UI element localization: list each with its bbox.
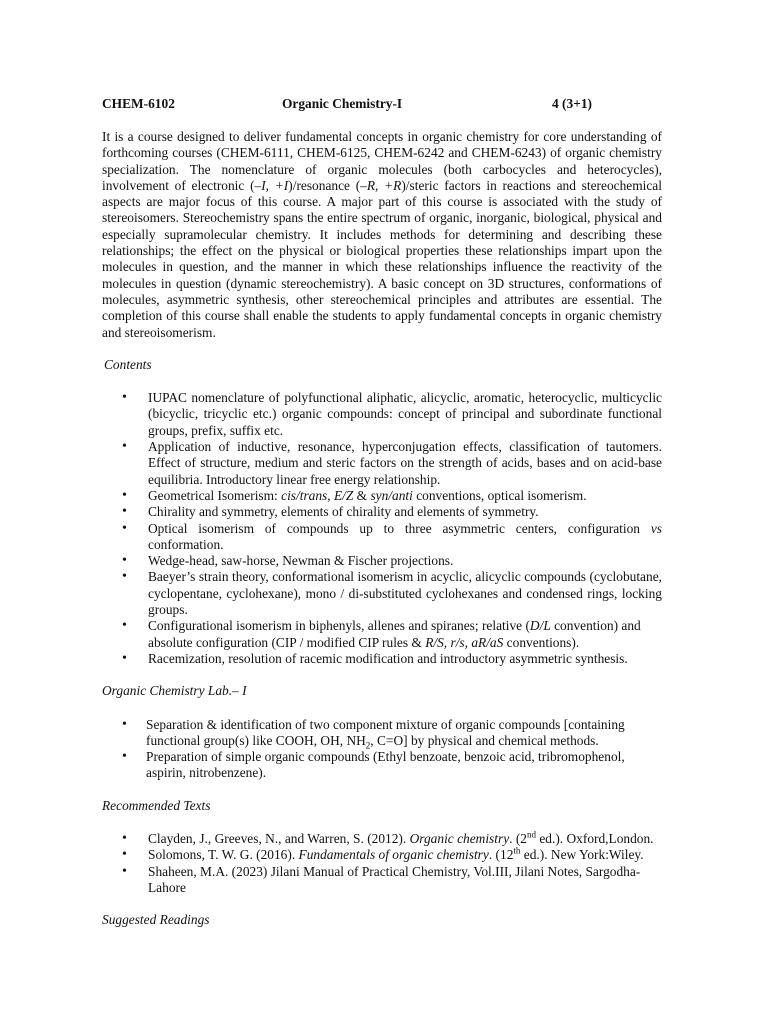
contents-item: [102, 569, 662, 618]
contents-item-italic: cis/trans: [281, 487, 328, 503]
lab-heading: Organic Chemistry Lab.– I: [102, 683, 247, 699]
contents-item-text: conventions, optical isomerism.: [412, 487, 587, 503]
contents-item-text: Optical isomerism of compounds up to three asymmetric centers, configuration: [148, 520, 651, 536]
description-italic-1: –I, +I: [254, 177, 289, 193]
contents-list: [102, 390, 662, 667]
lab-item: [102, 717, 662, 750]
description-text-1: It is a course designed to deliver fundamental concepts in organic chemistry for core understanding of forthcoming courses (CHEM-6111, CHEM-6125, CHEM-6242 and CHEM-6243) of organic chemistry specialization. The nomenclature of organic molecules (both carbocycles and heterocycles), involvement of electronic (: [102, 129, 662, 193]
contents-item-text: Racemization, resolution of racemic modification and introductory asymmetric synthesis.: [148, 650, 628, 666]
contents-item-italic: E/Z: [333, 487, 354, 503]
text-item: [102, 847, 662, 863]
text-item-text: ed.). New York:Wiley.: [520, 847, 644, 863]
description-text-2: )/resonance (: [288, 177, 361, 193]
text-item-text: Clayden, J., Greeves, N., and Warren, S. (2012).: [148, 830, 410, 846]
lab-list: [102, 717, 662, 782]
readings-heading: Suggested Readings: [102, 912, 210, 928]
contents-item-text: Chirality and symmetry, elements of chirality and elements of symmetry.: [148, 504, 539, 520]
contents-item-text: Baeyer’s strain theory, conformational isomerism in acyclic, alicyclic compounds (cyclobutane, cyclopentane, cyclohexane), mono / di-substituted cyclohexanes and condensed rings, locking groups.: [148, 569, 662, 618]
contents-item-text: convention) and absolute configuration (CIP / modified CIP rules &: [148, 618, 641, 650]
text-item-superscript: nd: [527, 829, 536, 840]
contents-item-text: Application of inductive, resonance, hyperconjugation effects, classification of tautomers. Effect of structure, medium and steric factors on the strength of acids, bases and on acid-base equilibria. Introductory linear free energy relationship.: [148, 439, 662, 487]
lab-item-text: , C=O] by physical and chemical methods.: [370, 732, 599, 748]
text-item-italic: Fundamentals of organic chemistry: [298, 847, 489, 863]
text-item-text: Solomons, T. W. G. (2016).: [148, 847, 299, 863]
lab-item-text: Preparation of simple organic compounds (Ethyl benzoate, benzoic acid, tribromophenol, aspirin, nitrobenzene).: [146, 749, 625, 781]
contents-item: [102, 651, 662, 667]
contents-item-text: IUPAC nomenclature of polyfunctional aliphatic, alicyclic, aromatic, heterocyclic, multicyclic (bicyclic, tricyclic etc.) organic compounds: concept of principal and subordinate functional groups, prefix, suffix etc.: [148, 390, 662, 438]
contents-item-italic: syn/anti: [370, 487, 413, 503]
text-item: [102, 831, 662, 847]
contents-heading: Contents: [104, 356, 152, 372]
lab-item-subscript: 2: [365, 740, 371, 751]
text-item-italic: Organic chemistry: [409, 830, 510, 846]
contents-item-text: conformation.: [148, 536, 224, 552]
text-item: [102, 864, 662, 897]
contents-item-italic: D/L: [529, 618, 551, 634]
lab-item-text: Separation & identification of two component mixture of organic compounds [containing functional group(s) like COOH, OH, NH: [146, 716, 625, 748]
contents-item: [102, 521, 662, 554]
course-code: CHEM-6102: [102, 96, 175, 111]
contents-item-text: ,: [327, 487, 334, 503]
course-title: Organic Chemistry-I: [282, 96, 403, 111]
contents-item-text: &: [353, 487, 371, 503]
contents-item: [102, 390, 662, 439]
contents-item: [102, 618, 662, 651]
text-item-text: . (2: [509, 830, 527, 846]
contents-item-text: Configurational isomerism in biphenyls, allenes and spiranes; relative (: [148, 618, 530, 634]
course-description: [102, 129, 662, 341]
course-credits: 4 (3+1): [552, 96, 592, 111]
lab-item: [102, 749, 662, 782]
course-document: [102, 96, 662, 928]
contents-item-italic: vs: [650, 520, 662, 536]
text-item-text: ed.). Oxford,London.: [536, 830, 654, 846]
description-italic-2: –R, +R: [360, 177, 402, 193]
contents-item: [102, 439, 662, 488]
contents-item-italic: R/S, r/s, aR/aS: [425, 634, 504, 650]
contents-item: [102, 553, 662, 569]
text-item-superscript: th: [513, 845, 521, 856]
text-item-text: Shaheen, M.A. (2023) Jilani Manual of Practical Chemistry, Vol.III, Jilani Notes, Sargodha-Lahore: [148, 863, 641, 895]
texts-list: [102, 831, 662, 896]
course-header: [102, 96, 662, 114]
contents-item: [102, 504, 662, 520]
description-text-3: )/steric factors in reactions and stereochemical aspects are major focus of this course. A major part of this course is associated with the study of stereoisomers. Stereochemistry spans the entire spectrum of organic, inorganic, biological, physical and especially supramolecular chemistry. It includes methods for determining and describing these relationships; the effect on the physical or biological properties these relationships impart upon the molecules in question, and the manner in which these relationships influence the reactivity of the molecules in question (dynamic stereochemistry). A basic concept on 3D structures, conformations of molecules, asymmetric synthesis, other stereochemical principles and attributes are essential. The completion of this course shall enable the students to apply fundamental concepts in organic chemistry and stereoisomerism.: [102, 177, 662, 340]
text-item-text: . (12: [488, 847, 514, 863]
contents-item-text: Geometrical Isomerism:: [148, 487, 282, 503]
contents-item: [102, 488, 662, 504]
contents-item-text: conventions).: [503, 634, 580, 650]
texts-heading: Recommended Texts: [102, 797, 211, 813]
contents-item-text: Wedge-head, saw-horse, Newman & Fischer projections.: [148, 553, 454, 569]
